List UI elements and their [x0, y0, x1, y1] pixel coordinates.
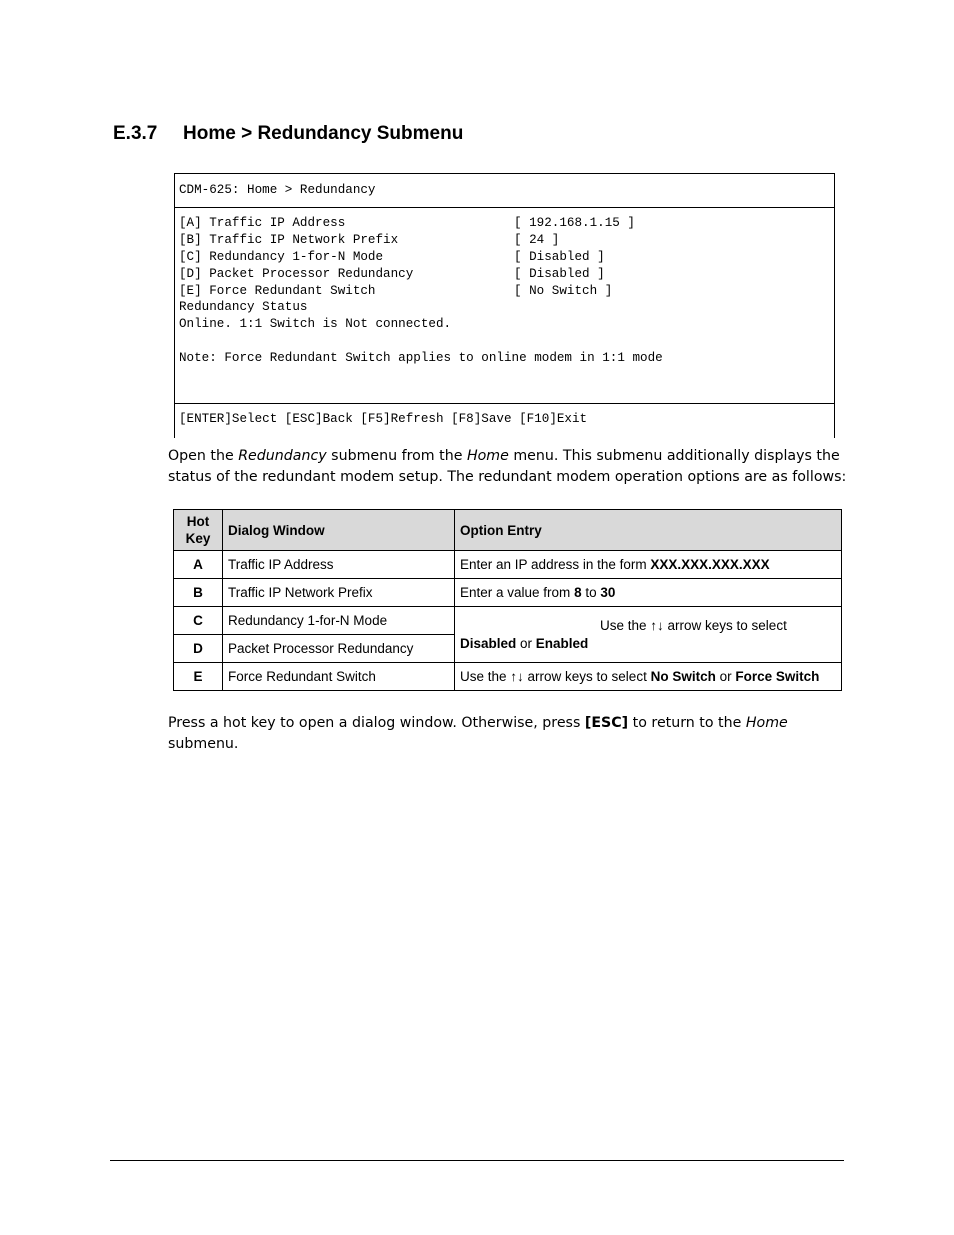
header-hot-key-line1: Hot	[186, 514, 210, 529]
intro-text-1: Open the	[168, 448, 239, 464]
menu-item-b-value: [ 24 ]	[514, 233, 560, 247]
section-heading	[113, 123, 463, 145]
terminal-key-hints: [ENTER]Select [ESC]Back [F5]Refresh [F8]Save [F10]Exit	[179, 412, 588, 426]
outro-text-home: Home	[745, 715, 788, 731]
hot-key-cell: E	[174, 663, 223, 691]
header-hot-key	[174, 510, 223, 551]
option-e-force-switch: Force Switch	[735, 669, 820, 684]
menu-item-e-label[interactable]: [E] Force Redundant Switch	[179, 284, 376, 298]
menu-item-c-value: [ Disabled ]	[514, 250, 605, 264]
option-cell	[455, 551, 842, 579]
dialog-cell: Traffic IP Address	[223, 551, 455, 579]
option-b-text2: to	[581, 585, 601, 600]
option-cd-line1: Use the ↑↓ arrow keys to select	[600, 617, 787, 633]
option-cd-or: or	[516, 635, 536, 651]
table-row	[174, 579, 842, 607]
table-row	[174, 663, 842, 691]
menu-item-c-label[interactable]: [C] Redundancy 1-for-N Mode	[179, 250, 384, 264]
menu-item-e-value: [ No Switch ]	[514, 284, 613, 298]
terminal-breadcrumb: CDM-625: Home > Redundancy	[179, 183, 376, 197]
section-title: Home > Redundancy Submenu	[183, 123, 464, 144]
option-cd-enabled: Enabled	[535, 635, 589, 651]
table-row	[174, 551, 842, 579]
dialog-cell: Redundancy 1-for-N Mode	[223, 607, 455, 635]
header-option-entry: Option Entry	[455, 510, 842, 551]
footer-rule	[110, 1160, 844, 1161]
redundancy-status-text: Online. 1:1 Switch is Not connected.	[179, 317, 452, 331]
header-dialog-window: Dialog Window	[223, 510, 455, 551]
dialog-cell: Packet Processor Redundancy	[223, 635, 455, 663]
terminal-note: Note: Force Redundant Switch applies to online modem in 1:1 mode	[179, 351, 663, 365]
option-e-text: Use the ↑↓ arrow keys to select	[460, 669, 651, 684]
intro-text-home: Home	[466, 448, 509, 464]
section-number: E.3.7	[113, 123, 158, 144]
dialog-cell: Force Redundant Switch	[223, 663, 455, 691]
option-cd-line2	[460, 635, 836, 653]
outro-text-1: Press a hot key to open a dialog window. Otherwise, press	[168, 715, 585, 731]
option-cell	[455, 579, 842, 607]
option-e-no-switch: No Switch	[650, 669, 716, 684]
dialog-cell: Traffic IP Network Prefix	[223, 579, 455, 607]
option-b-max: 30	[600, 585, 616, 600]
option-a-text: Enter an IP address in the form	[460, 557, 651, 572]
options-table	[173, 509, 842, 691]
table-row	[174, 607, 842, 635]
intro-text-5: menu. This submenu additionally displays the status of the redundant modem setup. The redundant modem operation options are as follows:	[168, 448, 847, 485]
hot-key-cell: D	[174, 635, 223, 663]
menu-item-d-value: [ Disabled ]	[514, 267, 605, 281]
hot-key-cell: C	[174, 607, 223, 635]
table-header-row	[174, 510, 842, 551]
hot-key-cell: B	[174, 579, 223, 607]
redundancy-status-label: Redundancy Status	[179, 300, 308, 314]
option-a-format: XXX.XXX.XXX.XXX	[650, 557, 770, 572]
terminal-header	[175, 174, 834, 208]
terminal-footer	[175, 403, 834, 438]
intro-text-3: submenu from the	[326, 448, 467, 464]
menu-item-d-label[interactable]: [D] Packet Processor Redundancy	[179, 267, 414, 281]
option-cell-merged	[455, 607, 842, 663]
option-cd-disabled: Disabled	[460, 635, 517, 651]
outro-text-5: submenu.	[168, 736, 239, 752]
intro-text-redundancy: Redundancy	[238, 448, 327, 464]
menu-item-a-value: [ 192.168.1.15 ]	[514, 216, 635, 230]
option-cell	[455, 663, 842, 691]
terminal-screen	[174, 173, 835, 438]
outro-paragraph	[168, 713, 848, 755]
hot-key-cell: A	[174, 551, 223, 579]
menu-item-b-label[interactable]: [B] Traffic IP Network Prefix	[179, 233, 399, 247]
option-b-min: 8	[574, 585, 582, 600]
option-e-or: or	[715, 669, 736, 684]
intro-paragraph	[168, 446, 848, 488]
outro-text-3: to return to the	[628, 715, 746, 731]
terminal-footer-edge	[834, 403, 835, 429]
outro-esc-key: [ESC]	[584, 715, 629, 731]
menu-item-a-label[interactable]: [A] Traffic IP Address	[179, 216, 346, 230]
option-b-text1: Enter a value from	[460, 585, 575, 600]
header-hot-key-line2: Key	[185, 531, 211, 546]
